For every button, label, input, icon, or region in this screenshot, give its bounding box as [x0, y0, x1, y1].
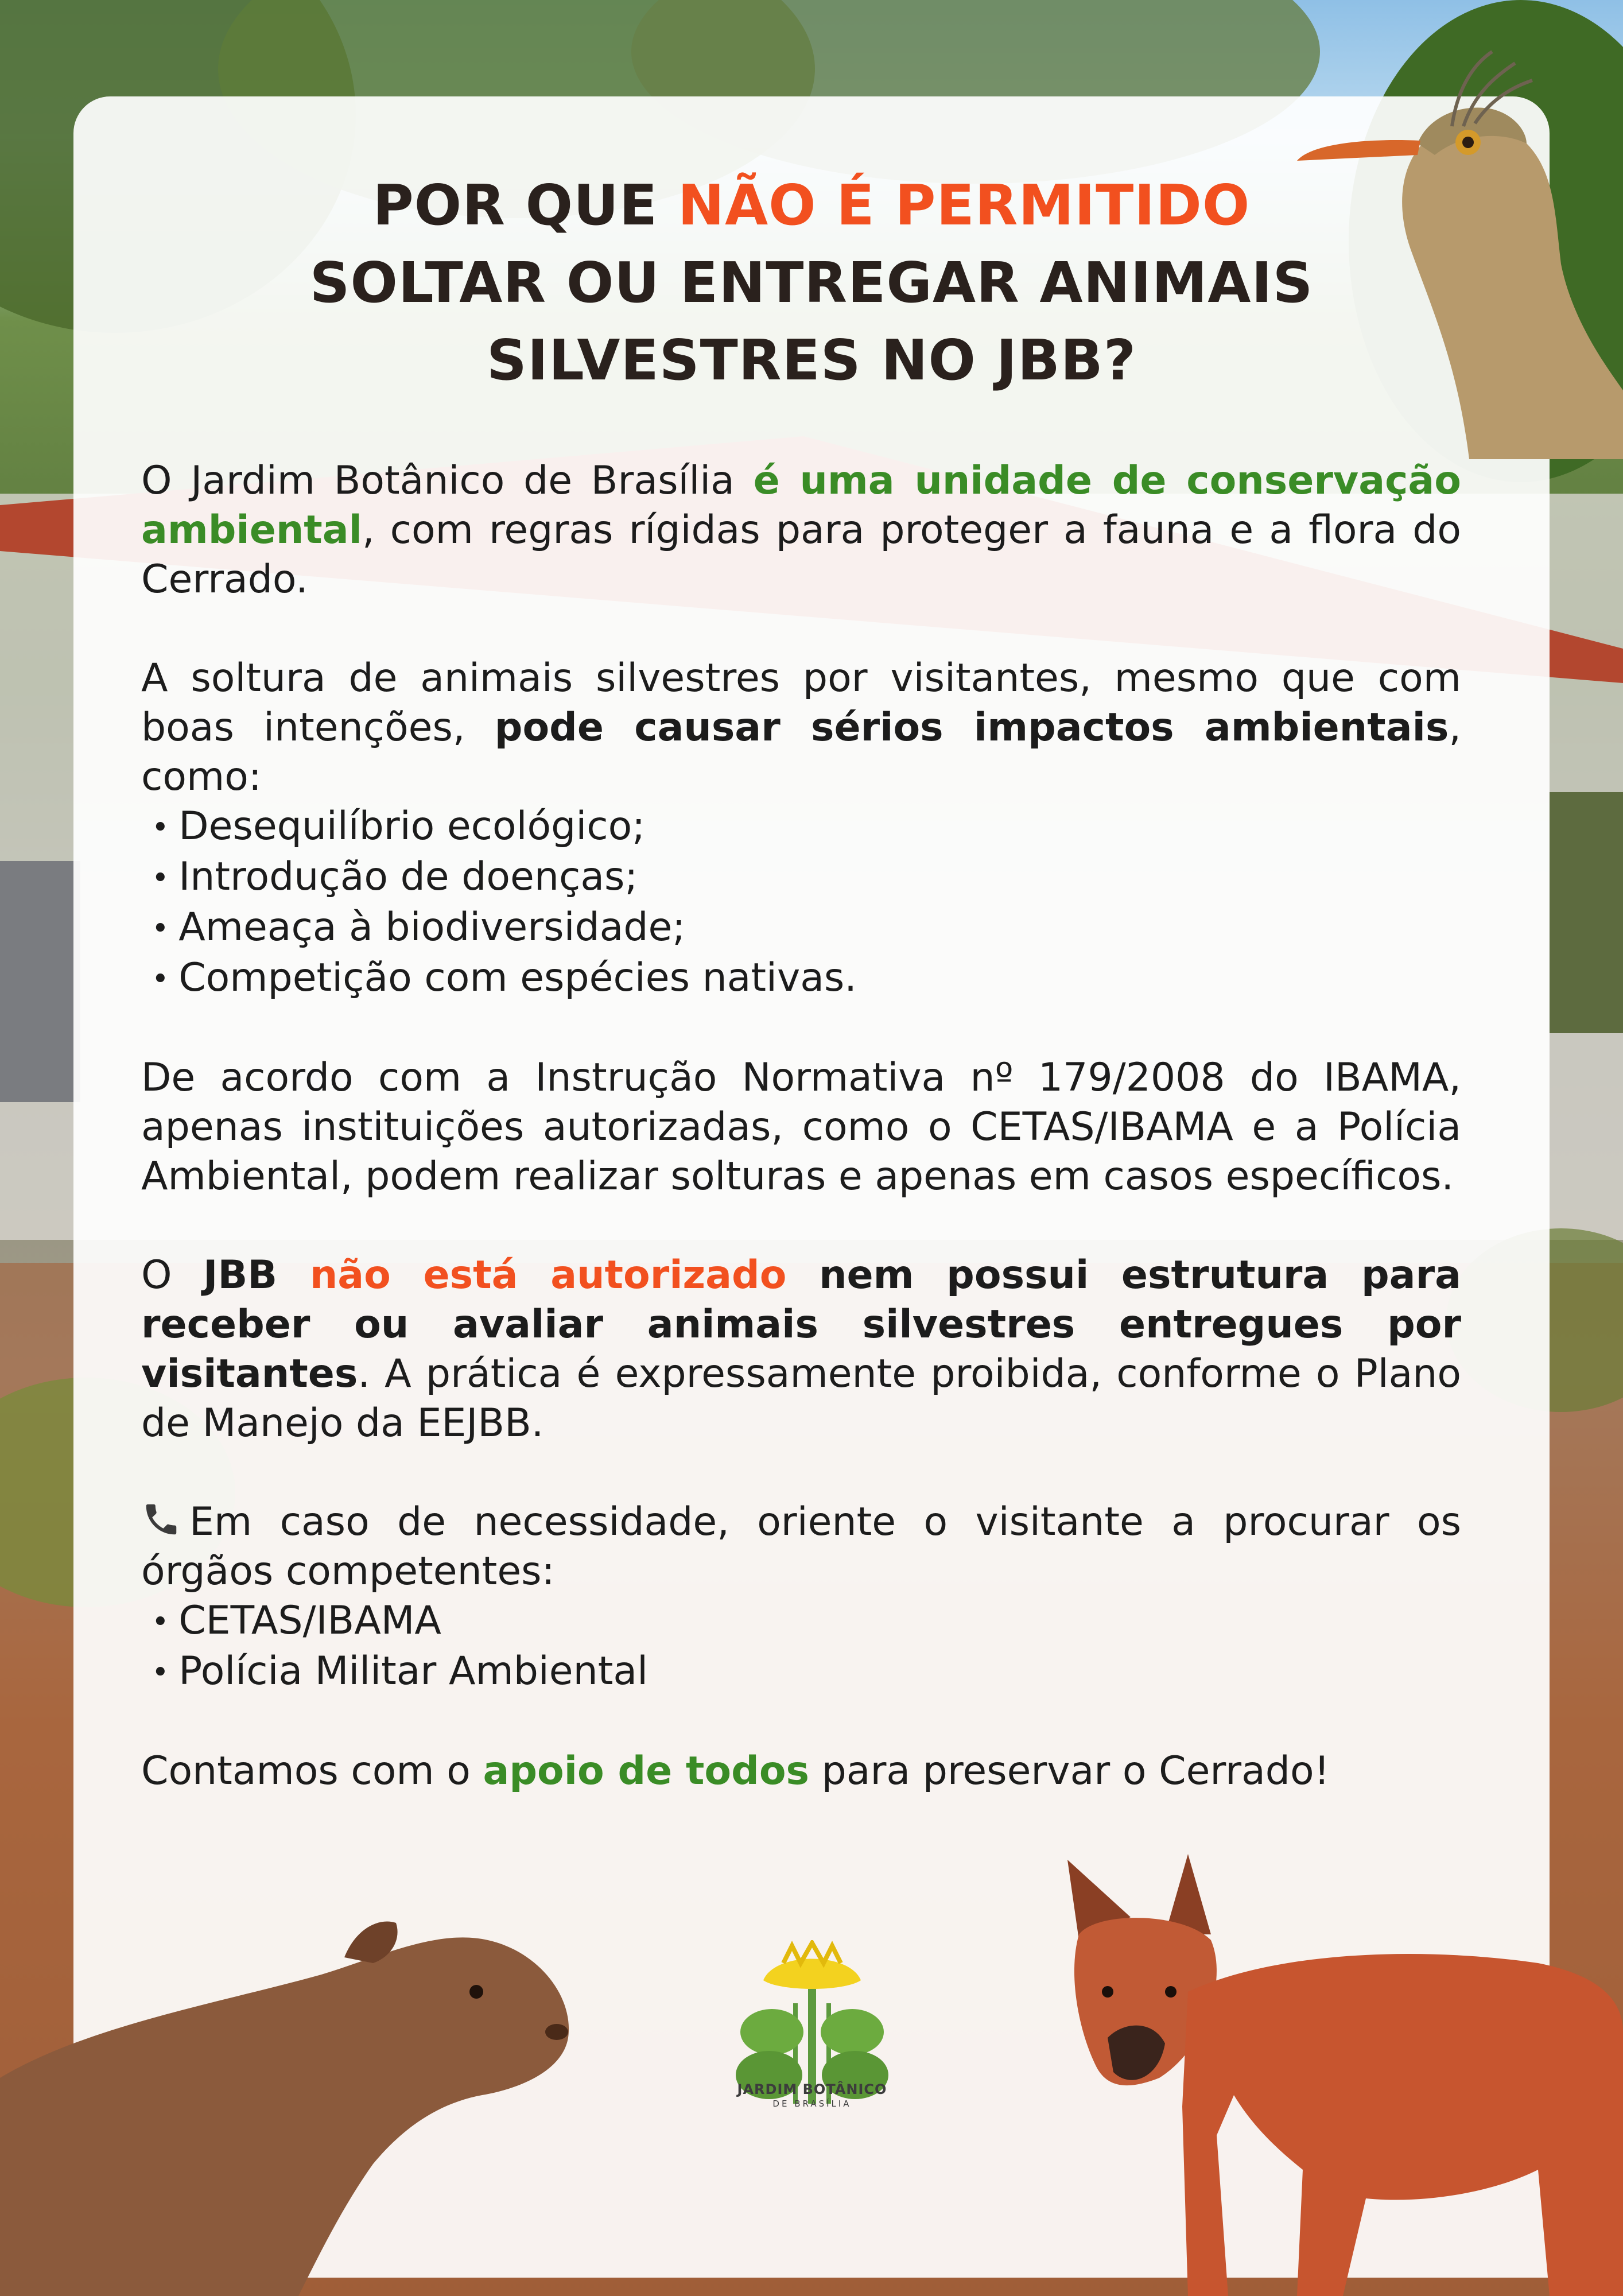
body-text: [141, 456, 1461, 1845]
maned-wolf-illustration: [1045, 1848, 1623, 2296]
phone-icon: [141, 1499, 181, 1539]
list-item: • Competição com espécies nativas.: [141, 953, 1461, 1004]
list-item: • CETAS/IBAMA: [141, 1596, 1461, 1647]
logo-subtitle: DE BRASÍLIA: [772, 2099, 852, 2109]
highlight-support: apoio de todos: [483, 1748, 810, 1794]
list-item: • Desequilíbrio ecológico;: [141, 802, 1461, 852]
highlight-not-authorized: não está autorizado: [277, 1252, 787, 1298]
title-highlight: NÃO É PERMITIDO: [677, 173, 1251, 238]
paragraph-impacts: A soltura de animais silvestres por visitantes, mesmo que com boas intenções, pode causar sérios impactos ambientais, como:: [141, 656, 1461, 800]
paragraph-jbb-not-authorized: O JBB não está autorizado nem possui estrutura para receber ou avaliar animais silvestres entregues por visitantes. A prática é expressamente proibida, conforme o Plano de Manejo da EEJBB.: [141, 1252, 1461, 1446]
highlight-conservation-unit: é uma unidade de conservação ambiental: [141, 458, 1461, 553]
list-item: • Ameaça à biodiversidade;: [141, 903, 1461, 953]
bold-impacts: pode causar sérios impactos ambientais: [494, 705, 1449, 750]
list-item: • Polícia Militar Ambiental: [141, 1647, 1461, 1697]
logo-text: [706, 2081, 918, 2109]
impacts-list: [141, 802, 1461, 1004]
paragraph-intro: O Jardim Botânico de Brasília é uma unidade de conservação ambiental, com regras rígidas para proteger a fauna e a flora do Cerrado.: [141, 458, 1461, 602]
list-item: • Introdução de doenças;: [141, 852, 1461, 903]
page-title: [73, 166, 1550, 399]
logo-name: JARDIM BOTÂNICO: [737, 2081, 887, 2097]
title-line-1: [73, 166, 1550, 244]
title-line-2: SOLTAR OU ENTREGAR ANIMAIS: [309, 250, 1314, 315]
title-prefix: POR QUE: [372, 173, 678, 238]
contacts-list: [141, 1596, 1461, 1697]
paragraph-contacts: Em caso de necessidade, oriente o visitante a procurar os órgãos competentes:: [141, 1499, 1461, 1594]
paragraph-regulation: De acordo com a Instrução Normativa nº 179/2008 do IBAMA, apenas instituições autorizadas, como o CETAS/IBAMA e a Polícia Ambiental, podem realizar solturas e apenas em casos específicos.: [141, 1055, 1461, 1199]
paragraph-closing: Contamos com o apoio de todos para preservar o Cerrado!: [141, 1748, 1330, 1794]
capybara-illustration: [0, 1906, 591, 2296]
title-line-3: SILVESTRES NO JBB?: [487, 328, 1136, 393]
